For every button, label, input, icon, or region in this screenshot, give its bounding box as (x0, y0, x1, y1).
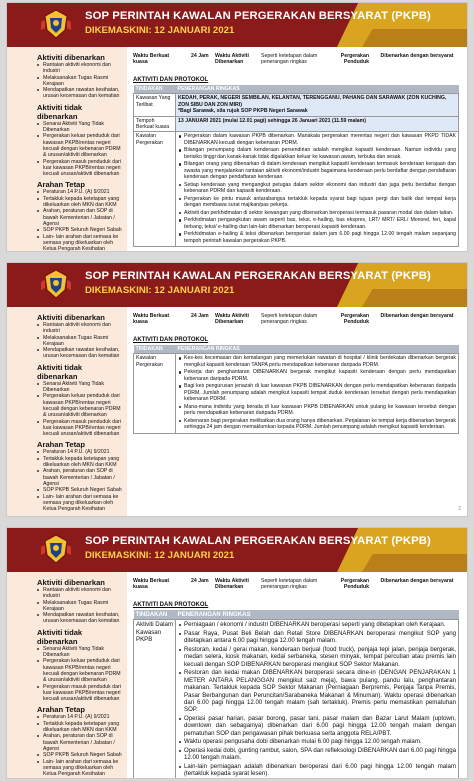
list-item: Operasi kedai dobi, gunting rambut, salon, SPA dan refleksologi DIBENARKAN dari 6.00 pagi hingga 12.00 tengah malam. (178, 747, 456, 762)
row-label: Aktiviti Dalam Kawasan PKPB (134, 620, 176, 779)
banner-title: SOP PERINTAH KAWALAN PERGERAKAN BERSYARAT (PKPB) (85, 10, 431, 22)
coat-of-arms-icon (39, 533, 73, 565)
sidebar-item: Senarai Aktiviti Yang Tidak Dibenarkan (37, 381, 123, 394)
main-content (127, 47, 467, 251)
table-row (134, 132, 459, 247)
sidebar-item: Lain- lain arahan dari semasa ke semasa yang dikeluarkan oleh Ketua Pengarah Kesihatan (37, 759, 123, 778)
document-page-2 (6, 262, 468, 517)
col-tindakan: TINDAKAN (134, 345, 176, 354)
sidebar-item: Pergerakan masuk penduduk dari luar kawasan PKPB/rentas negeri kecuali urusan/aktiviti dibenarkan (37, 159, 123, 178)
sidebar-heading-not-allowed: Aktiviti tidak dibenarkan (37, 362, 83, 381)
sidebar-item: SOP PKPB Seluruh Negeri Sabah (37, 227, 123, 233)
sidebar-item: SOP PKPB Seluruh Negeri Sabah (37, 487, 123, 493)
list-item: Pergerakan dalam kawasan PKPB dibenarkan. Manakala pergerakan merentas negeri dan kawasan PKPD TIDAK DIBENARKAN kecuali dengan kebenaran PDRM. (178, 133, 456, 146)
row-value (176, 132, 459, 247)
list-item: Mana-mana individu yang berada di luar kawasan PKPB DIBENARKAN untuk pulang ke kawasan tersebut dengan perlu mendapatkan kebenaran daripada PDRM. (178, 404, 456, 417)
sidebar-item: Melaksanakan Tugas Rasmi Kerajaan (37, 75, 123, 88)
protocol-table (133, 85, 459, 247)
row-value: KEDAH, PERAK, NEGERI SEMBILAN, KELANTAN, TERENGGANU, PAHANG DAN SARAWAK (ZON KUCHING, ZON SIBU DAN ZON MIRI) *Bagi Sarawak, sila rujuk SOP PKPB Negeri Sarawak (176, 94, 459, 116)
section-title: AKTIVITI DAN PROTOKOL (133, 77, 209, 83)
main-content (127, 572, 467, 778)
sidebar-item: Peraturan 14 P.U. (A) 9/2021 (37, 189, 123, 195)
table-row (134, 354, 459, 433)
sidebar-heading-allowed: Aktiviti dibenarkan (37, 53, 105, 62)
section-title: AKTIVITI DAN PROTOKOL (133, 602, 209, 608)
pergerakan-value: Dibenarkan dengan bersyarat (380, 53, 454, 59)
sidebar-item: Melaksanakan Tugas Rasmi Kerajaan (37, 600, 123, 613)
sidebar (7, 307, 127, 516)
document-page-3 (6, 527, 468, 779)
waktu-label: Waktu Berkuat kuasa (133, 53, 170, 66)
row-label: Kawalan Pergerakan (134, 354, 176, 433)
sidebar-heading-standing-orders: Arahan Tetap (37, 180, 85, 190)
protocol-table (133, 610, 459, 779)
list-item: Operasi pasar harian, pasar borong, pasar tani, pasar malam dan Bazar Larut Malam (uptown, downtown dan sebagainya) dibenarkan dari 6.00 pagi hingga 12.00 tengah malam dengan pematuhan SOP dan pengawasan pihak berkuasa serta anggota RELA/PBT. (178, 715, 456, 737)
sidebar-item: Rantaian aktiviti ekonomi dan industri (37, 587, 123, 600)
sidebar-item: Lain- lain arahan dari semasa ke semasa yang dikeluarkan oleh Ketua Pengarah Kesihatan (37, 234, 123, 252)
pergerakan-label: Pergerakan Penduduk (340, 578, 369, 591)
aktiviti-value: Seperti ketetapan dalam penerangan ringkas (261, 313, 318, 326)
list-item: Perkhidmatan pengangkutan awam seperti bas, teksi, e-hailing, bas ekspres, LRT/ MRT/ ERL/ Monorel, feri, kapal terbang, teksi/ e-hailing dan lain-lain dibenarkan beroperasi kapasiti kenderaan. (178, 217, 456, 230)
sidebar-heading-not-allowed: Aktiviti tidak dibenarkan (37, 627, 83, 646)
summary-row (133, 578, 459, 600)
waktu-label: Waktu Berkuat kuasa (133, 578, 170, 591)
row-value (176, 620, 459, 779)
waktu-value: 24 Jam (191, 53, 209, 59)
list-item: Restoran dan kedai makan DIBENARKAN beroperasi secara dine-in (DENGAN PENJARAKAN 1 METER ANTARA PELANGGAN mengikut saiz meja), bawa pulang, pandu lalu, penghantaran makanan. Tertakluk kepada SOP Sektor Makanan (Perniagaan Berpremis, Penjaja Tanpa Premis, Pasar Berbangunan dan Peruncitan/Sarabaneka Makanan & Minuman). Waktu operasi dibenarkan dari 6.00 pagi hingga 12.00 tengah malam (sah tertakluk). Premis perlu memastikan pematuhan SOP. (178, 669, 456, 713)
sidebar-item: Mendapatkan rawatan kesihatan, urusan kecemasan dan kematian (37, 347, 123, 360)
sidebar-item: Arahan, peraturan dan SOP di bawah Kementerian / Jabatan / Agensi (37, 468, 123, 487)
aktiviti-label: Waktu Aktiviti Dibenarkan (215, 313, 249, 326)
list-item: Bagi kes pengurusan jenazah di luar kawasan PKPB DIBENARKAN dengan perlu mendapatkan kebenaran daripada PDRM. Jumlah penumpang adalah mengikut kapasiti tempat duduk kenderaan tersebut dengan perlu mendapatkan kebenaran PDRM. (178, 383, 456, 402)
waktu-value: 24 Jam (191, 578, 209, 584)
sidebar-heading-allowed: Aktiviti dibenarkan (37, 578, 105, 587)
sidebar-item: Rantaian aktiviti ekonomi dan industri (37, 62, 123, 75)
sidebar-item: Senarai Aktiviti Yang Tidak Dibenarkan (37, 121, 123, 134)
sidebar-heading-allowed: Aktiviti dibenarkan (37, 313, 105, 322)
list-item: Restoran, kedai / gerai makan, kenderaan berjual (food truck), penjaja tepi jalan, penjaja bergerak, medan selera, kiosk makanan, kedai serbaneka, stesen minyak, tempat percutian atau premis lain kecuali dengan SOP DIBENARKAN beroperasi mengikut SOP Sektor Makanan. (178, 646, 456, 668)
col-penerangan: PENERANGAN RINGKAS (176, 610, 459, 620)
sidebar-item: Peraturan 14 P.U. (A) 9/2021 (37, 714, 123, 720)
list-item: Perniagaan / ekonomi / industri DIBENARKAN beroperasi seperti yang ditetapkan oleh Kerajaan. (178, 621, 456, 628)
list-item: Bilangan penumpang dalam kenderaan persendirian adalah mengikut kapasiti kenderaan. Namun individu yang berisiko tinggi dan kanak-kanak tidak digalakkan keluar ke kawasan awam, terbuka dan sesak. (178, 147, 456, 160)
col-tindakan: TINDAKAN (134, 610, 176, 620)
sidebar-heading-standing-orders: Arahan Tetap (37, 440, 85, 450)
coat-of-arms-icon (39, 8, 73, 40)
sidebar-heading-not-allowed: Aktiviti tidak dibenarkan (37, 102, 83, 121)
list-item: Perkhidmatan e-hailing & teksi dibenarkan beroperasi dalam jam 6.00 pagi hingga 12.00 tengah malam sepanjang tempoh perintah kawalan pergerakan PKPB. (178, 231, 456, 244)
sidebar-item: Pergerakan keluar penduduk dari kawasan PKPB/rentas negeri kecuali dengan kebenaran PDRM & urusan/aktiviti dibenarkan (37, 393, 123, 418)
sidebar-heading-standing-orders: Arahan Tetap (37, 705, 85, 715)
list-item: Pekerja dan penghantaran DIBENARKAN bergerak mengikut kapasiti kenderaan dengan perlu mendapatkan kebenaran daripada PDRM. (178, 369, 456, 382)
row-label: Tempoh Berkuat kuasa (134, 116, 176, 132)
table-row (134, 620, 459, 779)
banner-title: SOP PERINTAH KAWALAN PERGERAKAN BERSYARAT (PKPB) (85, 535, 431, 547)
sidebar-item: Pergerakan masuk penduduk dari luar kawasan PKPB/rentas negeri kecuali urusan/aktiviti dibenarkan (37, 684, 123, 703)
sidebar-item: Melaksanakan Tugas Rasmi Kerajaan (37, 335, 123, 348)
list-item: Lain-lain perniagaan adalah dibenarkan beroperasi dari 6.00 pagi hingga 12.00 tengah malam (tertakluk kepada syarat lesen). (178, 763, 456, 778)
coat-of-arms-icon (39, 268, 73, 300)
sidebar-item: Mendapatkan rawatan kesihatan, urusan kecemasan dan kematian (37, 612, 123, 625)
waktu-label: Waktu Berkuat kuasa (133, 313, 170, 326)
sidebar-item: Pergerakan masuk penduduk dari luar kawasan PKPB/rentas negeri kecuali urusan/aktiviti dibenarkan (37, 419, 123, 438)
header-banner (7, 528, 467, 572)
sidebar (7, 572, 127, 778)
list-item: Bilangan orang yang dibenarkan di dalam kenderaan mengikut kapasiti kenderaan termasuk kenderaan kerajaan dan swasta yang menjalankan rantaian aktiviti ekonomi/industri bagaimana kenderaan perlu berdaftar dengan pendaftaran kenderaan dengan pendaftaran kenderaan. (178, 161, 456, 180)
col-tindakan: TINDAKAN (134, 85, 176, 94)
sidebar-item: Tertakluk kepada ketetapan yang dikeluarkan oleh MKN dan KKM (37, 721, 123, 734)
table-row (134, 116, 459, 132)
sidebar-item: Mendapatkan rawatan kesihatan, urusan kecemasan dan kematian (37, 87, 123, 100)
pergerakan-label: Pergerakan Penduduk (340, 313, 369, 326)
header-banner (7, 3, 467, 47)
main-content (127, 307, 467, 516)
pergerakan-value: Dibenarkan dengan bersyarat (380, 578, 454, 584)
row-label: Kawalan Pergerakan (134, 132, 176, 247)
protocol-table (133, 345, 459, 434)
list-item: Kes-kes kecemasan dan kemalangan yang memerlukan rawatan di hospital / klinik berdekatan dibenarkan bergerak mengikut kapasiti kenderaan TANPA perlu mendapatkan kebenaran daripada PDRM. (178, 355, 456, 368)
sidebar-item: Pergerakan keluar penduduk dari kawasan PKPB/rentas negeri kecuali dengan kebenaran PDRM & urusan/aktiviti dibenarkan (37, 133, 123, 158)
summary-row (133, 313, 459, 335)
aktiviti-label: Waktu Aktiviti Dibenarkan (215, 53, 249, 66)
banner-title: SOP PERINTAH KAWALAN PERGERAKAN BERSYARAT (PKPB) (85, 270, 431, 282)
sidebar-item: Lain- lain arahan dari semasa ke semasa yang dikeluarkan oleh Ketua Pengarah Kesihatan (37, 494, 123, 513)
sidebar-item: Senarai Aktiviti Yang Tidak Dibenarkan (37, 646, 123, 659)
waktu-value: 24 Jam (191, 313, 209, 319)
sidebar-item: Peraturan 14 P.U. (A) 9/2021 (37, 449, 123, 455)
sidebar-item: Tertakluk kepada ketetapan yang dikeluarkan oleh MKN dan KKM (37, 456, 123, 469)
sidebar-item: Tertakluk kepada ketetapan yang dikeluarkan oleh MKN dan KKM (37, 196, 123, 209)
list-item: Waktu operasi pengusaha dobi dibenarkan mulai 6.00 pagi hingga 12.00 tengah malam. (178, 738, 456, 745)
header-banner (7, 263, 467, 307)
sidebar-item: Arahan, peraturan dan SOP di bawah Kementerian / Jabatan / Agensi (37, 208, 123, 227)
list-item: Pergerakan ke pintu masuk antarabangsa tertakluk kepada syarat bagi tujuan pergi dan balik dari tempat kerja dengan membawa surat majikan/pas pekerja. (178, 196, 456, 209)
list-item: Aktiviti dan perkhidmatan di sektor kewangan yang dibenarkan beroperasi termasuk pasaran modal dan dalam talian. (178, 210, 456, 216)
section-title: AKTIVITI DAN PROTOKOL (133, 337, 209, 343)
sidebar (7, 47, 127, 251)
col-penerangan: PENERANGAN RINGKAS (176, 85, 459, 94)
summary-row (133, 53, 459, 75)
list-item: Kebenaran bagi pergerakan melibatkan dua orang hanya dibenarkan. Perjalanan ke tempat kerja dibenarkan bergerak sehingga 24 jam dengan memaklumkan kepada PDRM. Jumlah penumpang adalah mengikut kapasiti kenderaan. (178, 418, 456, 431)
row-label: Kawasan Yang Terlibat (134, 94, 176, 116)
document-page-1 (6, 2, 468, 252)
banner-date: DIKEMASKINI: 12 JANUARI 2021 (85, 285, 235, 296)
list-item: Setiap kenderaan yang mengangkut petugas dalam sektor ekonomi dan industri dan juga perlu berdaftar dengan kebenaran PDRM dan kapasiti kenderaan. (178, 182, 456, 195)
sidebar-item: Pergerakan keluar penduduk dari kawasan PKPB/rentas negeri kecuali dengan kebenaran PDRM & urusan/aktiviti dibenarkan (37, 658, 123, 683)
pergerakan-value: Dibenarkan dengan bersyarat (380, 313, 454, 319)
aktiviti-label: Waktu Aktiviti Dibenarkan (215, 578, 249, 591)
sidebar-item: SOP PKPB Seluruh Negeri Sabah (37, 752, 123, 758)
col-penerangan: PENERANGAN RINGKAS (176, 345, 459, 354)
list-item: Pasar Raya, Pusat Beli Belah dan Retail Store DIBENARKAN beroperasi mengikut SOP yang ditetapkan antara 6.00 pagi hingga 12.00 tengah malam. (178, 630, 456, 645)
table-row (134, 94, 459, 116)
aktiviti-value: Seperti ketetapan dalam penerangan ringkas (261, 53, 318, 66)
row-value (176, 354, 459, 433)
sidebar-item: Arahan, peraturan dan SOP di bawah Kementerian / Jabatan / Agensi (37, 733, 123, 752)
sidebar-item: Rantaian aktiviti ekonomi dan industri (37, 322, 123, 335)
aktiviti-value: Seperti ketetapan dalam penerangan ringkas (261, 578, 318, 591)
pergerakan-label: Pergerakan Penduduk (340, 53, 369, 66)
page-number: 2 (458, 506, 461, 512)
banner-date: DIKEMASKINI: 12 JANUARI 2021 (85, 550, 235, 561)
banner-date: DIKEMASKINI: 12 JANUARI 2021 (85, 25, 235, 36)
row-value: 13 JANUARI 2021 (mulai 12.01 pagi) sehingga 26 Januari 2021 (11.59 malam) (176, 116, 459, 132)
